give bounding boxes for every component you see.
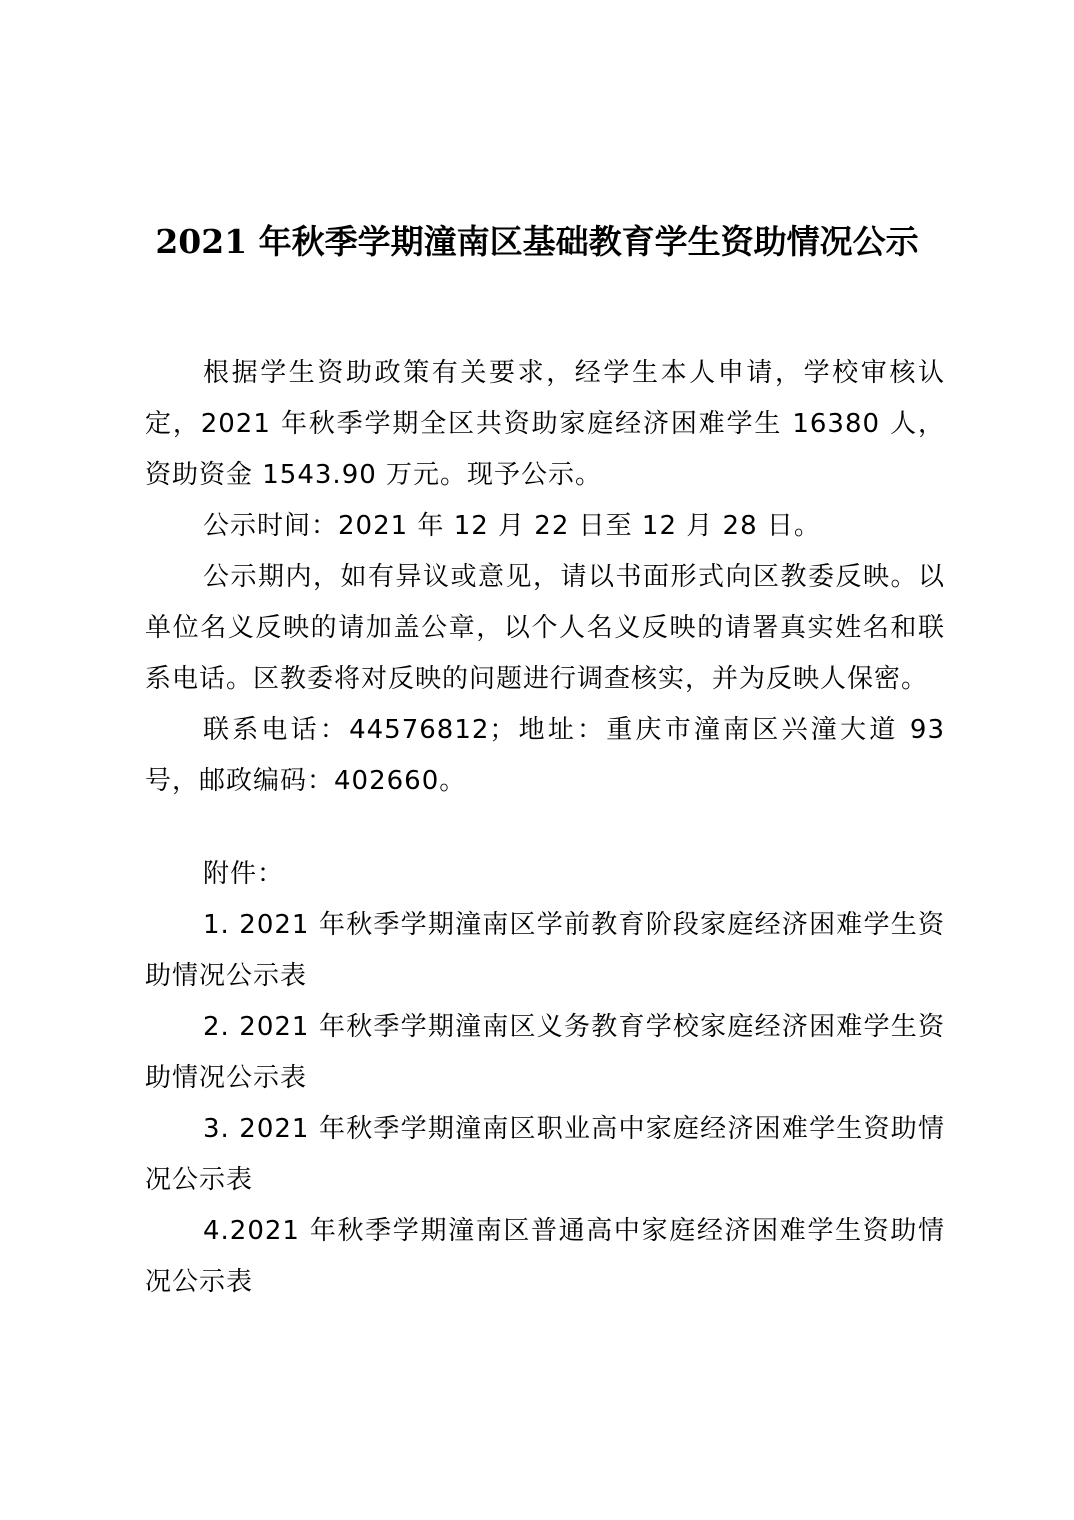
section-spacer bbox=[145, 807, 945, 849]
document-title: 2021 年秋季学期潼南区基础教育学生资助情况公示 bbox=[155, 222, 919, 261]
attachment-item-1: 1. 2021 年秋季学期潼南区学前教育阶段家庭经济困难学生资助情况公示表 bbox=[145, 910, 945, 991]
paragraph-summary: 根据学生资助政策有关要求，经学生本人申请，学校审核认定，2021 年秋季学期全区共资助家庭经济困难学生 16380 人，资助资金 1543.90 万元。现予公示。 bbox=[145, 358, 945, 490]
attachment-item-4: 4.2021 年秋季学期潼南区普通高中家庭经济困难学生资助情况公示表 bbox=[145, 1216, 945, 1297]
attachment-item-2: 2. 2021 年秋季学期潼南区义务教育学校家庭经济困难学生资助情况公示表 bbox=[145, 1012, 945, 1093]
document-body bbox=[145, 348, 945, 1308]
paragraph-objection-instructions: 公示期内，如有异议或意见，请以书面形式向区教委反映。以单位名义反映的请加盖公章，以个人名义反映的请署真实姓名和联系电话。区教委将对反映的问题进行调查核实，并为反映人保密。 bbox=[145, 562, 945, 694]
attachment-item-3: 3. 2021 年秋季学期潼南区职业高中家庭经济困难学生资助情况公示表 bbox=[145, 1114, 945, 1195]
paragraph-contact-info: 联系电话：44576812；地址：重庆市潼南区兴潼大道 93 号，邮政编码：402660。 bbox=[145, 715, 945, 796]
paragraph-publicity-period: 公示时间：2021 年 12 月 22 日至 12 月 28 日。 bbox=[203, 511, 821, 541]
attachments-label: 附件： bbox=[203, 859, 285, 889]
